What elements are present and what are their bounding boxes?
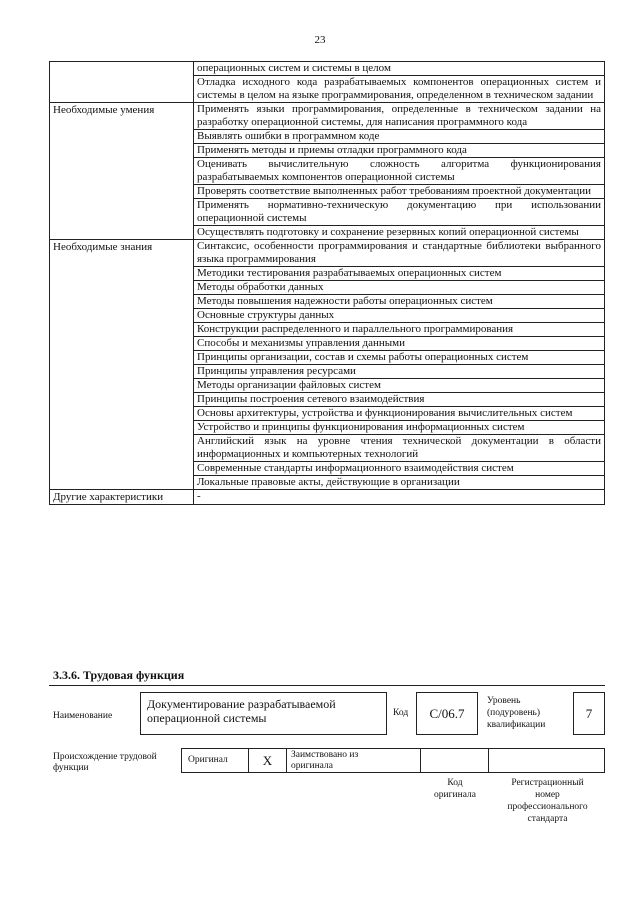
table-cell-item: Способы и механизмы управления данными (194, 337, 605, 351)
borrowed-cell (287, 749, 421, 772)
original-mark: X (262, 753, 273, 768)
level-label-line1: Уровень (487, 696, 521, 706)
original-label: Оригинал (188, 755, 228, 765)
table-cell-item: Методы организации файловых систем (194, 379, 605, 393)
table-cell-item: Конструкции распределенного и параллельного программирования (194, 323, 605, 337)
table-cell-item: Синтаксис, особенности программирования и стандартные библиотеки выбранного языка программирования (194, 240, 605, 267)
section-divider (49, 685, 605, 686)
skills-table (49, 61, 605, 505)
table-cell-item: Основные структуры данных (194, 309, 605, 323)
name-value-box (140, 692, 387, 735)
original-cell (182, 749, 249, 772)
origin-label-line2: функции (53, 763, 89, 773)
table-cell-item: Оценивать вычислительную сложность алгоритма функционирования разрабатываемых компонентов операционной системы (194, 158, 605, 185)
table-cell-item: Принципы построения сетевого взаимодействия (194, 393, 605, 407)
row-category-label (50, 62, 194, 103)
table-row (50, 490, 605, 505)
reg-caption-line3: профессионального (507, 802, 588, 812)
level-label (487, 695, 545, 731)
level-value: 7 (585, 706, 593, 721)
code-value: C/06.7 (429, 706, 465, 721)
section-title: 3.3.6. Трудовая функция (53, 668, 185, 682)
code-caption-line2: оригинала (434, 790, 476, 800)
level-label-line3: квалификации (487, 720, 546, 730)
row-category-label: Необходимые умения (50, 103, 194, 240)
level-label-line2: (подуровень) (487, 708, 541, 718)
table-cell-item: Основы архитектуры, устройства и функционирования вычислительных систем (194, 407, 605, 421)
name-value: Документирование разрабатываемой операционной системы (147, 697, 336, 725)
table-cell-item: Английский язык на уровне чтения технической документации в области информационных и компьютерных технологий (194, 435, 605, 462)
origin-table (181, 748, 605, 773)
original-code-cell (421, 749, 489, 772)
table-cell-item: Методики тестирования разрабатываемых операционных систем (194, 267, 605, 281)
table-cell-item: Методы обработки данных (194, 281, 605, 295)
borrowed-line2: оригинала (291, 761, 333, 771)
table-row (50, 62, 605, 76)
row-category-label: Другие характеристики (50, 490, 194, 505)
borrowed-line1: Заимствовано из (291, 750, 359, 760)
table-row (50, 240, 605, 267)
table-cell-item: Локальные правовые акты, действующие в организации (194, 476, 605, 490)
table-cell-item: Методы повышения надежности работы операционных систем (194, 295, 605, 309)
origin-label (53, 752, 157, 774)
table-cell-item: Применять языки программирования, определенные в техническом задании на разработку операционной системы, для написания программного кода (194, 103, 605, 130)
table-cell-item: Современные стандарты информационного взаимодействия систем (194, 462, 605, 476)
page-number: 23 (314, 34, 326, 46)
original-mark-cell (249, 749, 287, 772)
code-label: Код (393, 708, 409, 718)
table-cell-item: Применять нормативно-техническую документацию при использовании операционной системы (194, 199, 605, 226)
registration-caption (490, 777, 605, 825)
table-cell-item: Устройство и принципы функционирования информационных систем (194, 421, 605, 435)
code-caption (420, 777, 490, 801)
code-value-box (416, 692, 478, 735)
table-cell-item: Отладка исходного кода разрабатываемых компонентов операционных систем и системы в целом на языке программирования, определенном в техническом задании (194, 76, 605, 103)
table-cell-item: Применять методы и приемы отладки программного кода (194, 144, 605, 158)
table-cell-item: Осуществлять подготовку и сохранение резервных копий операционной системы (194, 226, 605, 240)
table-cell-item: Принципы управления ресурсами (194, 365, 605, 379)
table-cell-item: Принципы организации, состав и схемы работы операционных систем (194, 351, 605, 365)
reg-caption-line4: стандарта (527, 814, 568, 824)
registration-number-cell (489, 749, 604, 772)
table-cell-item: Выявлять ошибки в программном коде (194, 130, 605, 144)
name-label: Наименование (53, 711, 113, 721)
reg-caption-line1: Регистрационный (511, 778, 584, 788)
row-category-label: Необходимые знания (50, 240, 194, 490)
table-cell-item: Проверять соответствие выполненных работ требованиям проектной документации (194, 185, 605, 199)
level-value-box (573, 692, 605, 735)
origin-label-line1: Происхождение трудовой (53, 752, 157, 762)
table-row (50, 103, 605, 130)
code-caption-line1: Код (447, 778, 463, 788)
table-cell-item: - (194, 490, 605, 505)
reg-caption-line2: номер (535, 790, 560, 800)
table-cell-item: операционных систем и системы в целом (194, 62, 605, 76)
